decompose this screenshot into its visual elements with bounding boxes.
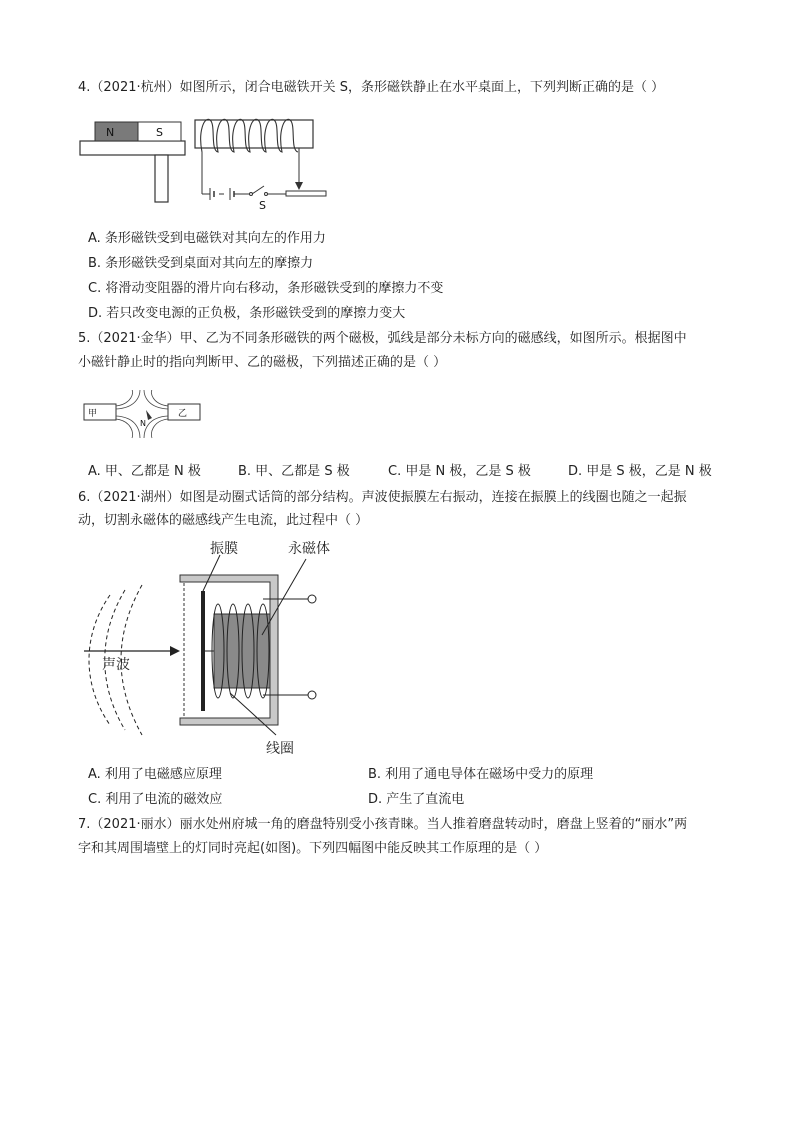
q5-option-d: D. 甲是 S 极，乙是 N 极 [568, 464, 712, 479]
magnet-n-pole [95, 122, 138, 141]
q5-option-b: B. 甲、乙都是 S 极 [238, 464, 350, 479]
jia-label: 甲 [88, 409, 98, 419]
q4-option-a: A. 条形磁铁受到电磁铁对其向左的作用力 [88, 231, 326, 246]
q5-stem-line2: 小磁针静止时的指向判断甲、乙的磁极，下列描述正确的是（ ） [78, 355, 447, 370]
q6-option-b: B. 利用了通电导体在磁场中受力的原理 [368, 767, 594, 782]
q6-option-d: D. 产生了直流电 [368, 792, 465, 807]
diaphragm-label: 振膜 [210, 541, 238, 557]
q5-option-c: C. 甲是 N 极，乙是 S 极 [388, 464, 531, 479]
s-pole-label: S [156, 126, 163, 139]
q7-stem-line1: 7.（2021·丽水）丽水处州府城一角的磨盘特别受小孩青睐。当人推着磨盘转动时，磨盘上竖着的“丽水”两 [78, 817, 688, 832]
q7-stem-line2: 字和其周围墙壁上的灯同时亮起(如图)。下列四幅图中能反映其工作原理的是（ ） [78, 841, 548, 856]
wave-label: 声波 [102, 657, 130, 673]
q4-figure [78, 112, 328, 212]
q4-option-c: C. 将滑动变阻器的滑片向右移动，条形磁铁受到的摩擦力不变 [88, 281, 444, 296]
q4-stem: 4.（2021·杭州）如图所示，闭合电磁铁开关 S，条形磁铁静止在水平桌面上，下列判断正确的是（ ） [78, 80, 665, 95]
q6-stem-line2: 动，切割永磁体的磁感线产生电流，此过程中（ ） [78, 513, 369, 528]
q6-option-c: C. 利用了电流的磁效应 [88, 792, 223, 807]
q6-option-a: A. 利用了电磁感应原理 [88, 767, 222, 782]
switch-label: S [259, 199, 266, 212]
q6-figure [80, 535, 340, 760]
n-pole-label: N [106, 126, 115, 139]
q5-option-a: A. 甲、乙都是 N 极 [88, 464, 201, 479]
yi-label: 乙 [178, 409, 188, 419]
coil-label: 线圈 [266, 741, 294, 757]
q4-option-b: B. 条形磁铁受到桌面对其向左的摩擦力 [88, 256, 314, 271]
magnet-label: 永磁体 [288, 541, 330, 557]
q6-stem-line1: 6.（2021·湖州）如图是动圈式话筒的部分结构。声波使振膜左右振动，连接在振膜上的线圈也随之一起振 [78, 490, 687, 505]
q5-stem-line1: 5.（2021·金华）甲、乙为不同条形磁铁的两个磁极，弧线是部分未标方向的磁感线，如图所示。根据图中 [78, 331, 687, 346]
q5-figure [82, 390, 202, 440]
needle-n-label: N [140, 419, 146, 428]
q4-option-d: D. 若只改变电源的正负极，条形磁铁受到的摩擦力变大 [88, 306, 406, 321]
